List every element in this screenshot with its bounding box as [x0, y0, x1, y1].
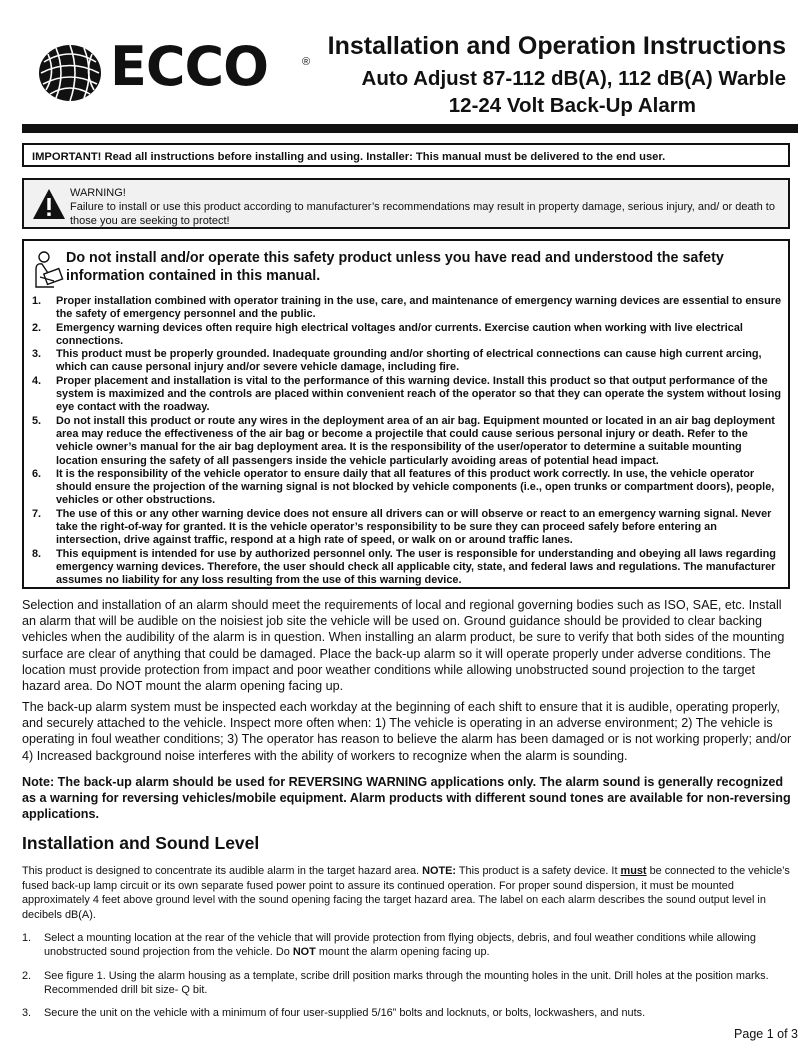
step-item — [22, 1006, 792, 1020]
steps-list — [22, 931, 792, 1020]
reading-person-icon — [30, 249, 64, 289]
safety-info-box — [22, 239, 790, 589]
item-number: 7. — [32, 507, 42, 520]
header-rule — [22, 124, 798, 133]
step-item — [22, 969, 792, 998]
safety-item — [32, 348, 784, 375]
warning-text: Failure to install or use this product according to manufacturer’s recommendations may result in property damage, serious injury, and/ or death to those you are seeking to protect! — [70, 201, 775, 227]
logo-wordmark: ECCO — [110, 35, 269, 98]
globe-icon — [36, 42, 104, 104]
item-number: 4. — [32, 374, 42, 387]
safety-item — [32, 415, 784, 468]
inspection-paragraph: The back-up alarm system must be inspected each workday at the beginning of each shift to ensure that it is audible, operating properly, and securely attached to the vehicle. Inspect more often when: 1) The vehicle is operating in an adverse environment; 2) The vehicle is operating in foul weather conditions; 3) The operator has reason to believe the alarm has been damaged or is not working properly; and/or 4) Increased background noise interferes with the ability of workers to recognize when the alarm is sounding. — [22, 700, 792, 763]
item-number: 2. — [32, 321, 42, 334]
intro-text: This product is a safety device. It — [456, 865, 621, 877]
important-notice: IMPORTANT! Read all instructions before installing and using. Installer: This manual must be delivered to the end user. — [22, 143, 790, 167]
intro-text: This product is designed to concentrate its audible alarm in the target hazard area. — [22, 865, 423, 877]
safety-list — [32, 295, 784, 588]
safety-item — [32, 468, 784, 508]
step-number: 1. — [22, 932, 32, 944]
item-text: This product must be properly grounded. Inadequate grounding and/or shorting of electrical connections can cause high current arcing, which can cause personal injury and/or severe vehicle damage, including fire. — [56, 348, 762, 374]
intro-text: be connected to the vehicle’s fused back-up lamp circuit or its own separate fused power point to assure its continued operation. For proper sound dispersion, it must be mounted approximately 4 feet above ground level with the sound opening facing the target hazard area. The label on each alarm describes the sound output level in decibels dB(A). — [22, 865, 790, 921]
item-text: Proper placement and installation is vital to the performance of this warning device. Install this product so that output performance of the system is maximized and the controls are placed within convenient reach of the operator so that they can operate the system without losing eye contact with the roadway. — [56, 374, 781, 414]
registered-mark: ® — [302, 56, 311, 68]
warning-text-block — [70, 186, 788, 228]
safety-item — [32, 375, 784, 415]
warning-box — [22, 178, 790, 229]
safety-item — [32, 508, 784, 548]
section-intro — [22, 864, 792, 922]
item-number: 8. — [32, 547, 42, 560]
step-number: 3. — [22, 1007, 32, 1020]
section-heading: Installation and Sound Level — [22, 833, 260, 853]
ecco-logo — [36, 35, 311, 104]
warning-triangle-icon — [32, 188, 66, 220]
item-number: 3. — [32, 348, 42, 361]
item-number: 5. — [32, 414, 42, 427]
step-text: See figure 1. Using the alarm housing as a template, scribe drill position marks through the mounting holes in the unit. Drill holes at the position marks. Recommended drill bit size- Q bit. — [44, 969, 769, 996]
item-text: The use of this or any other warning device does not ensure all drivers can or will observe or react to an emergency warning signal. Never take the right-of-way for granted. It is the vehicle operator’s responsibility to be sure they can proceed safely before entering an intersection, drive against traffic, respond at a high rate of speed, or walk on or around traffic lanes. — [56, 507, 772, 547]
selection-paragraph: Selection and installation of an alarm should meet the requirements of local and regional governing bodies such as ISO, SAE, etc. Install an alarm that will be audible on the noisiest job site the vehicle will be used on. Ground guidance should be provided to clear backing vehicles when the audibility of the alarm is in question. When installing an alarm product, be sure to verify that both sides of the mounting surface are clear of anything that could be damaged. Place the back-up alarm so it will operate properly under adverse conditions. The location must provide protection from impact and poor weather conditions while allowing unobstructed sound projection to the target hazard area. Do NOT mount the alarm opening facing up. — [22, 598, 785, 694]
note-paragraph: Note: The back-up alarm should be used for REVERSING WARNING applications only. The alarm sound is generally recognized as a warning for reversing vehicles/mobile equipment. Alarm products with different sound tones are available for non-reversing applications. — [22, 775, 791, 822]
page-number: Page 1 of 3 — [734, 1027, 798, 1041]
item-text: Do not install this product or route any wires in the deployment area of an air bag. Equipment mounted or located in an air bag deployment area may reduce the effectiveness of the air bag or become a projectile that could cause serious personal injury or death. Refer to the vehicle owner’s manual for the air bag deployment area. It is the responsibility of the user/operator to determine a suitable mounting location ensuring the safety of all passengers inside the vehicle particularly avoiding areas of potential head impact. — [56, 414, 775, 467]
step-number: 2. — [22, 969, 32, 982]
item-number: 1. — [32, 295, 42, 307]
product-subtitle-2: 12-24 Volt Back-Up Alarm — [448, 94, 696, 117]
step-text: mount the alarm opening facing up. — [315, 946, 490, 959]
item-text: This equipment is intended for use by authorized personnel only. The user is responsible for understanding and obeying all laws regarding emergency warning devices. Therefore, the user should check all applicable city, state, and federal laws and regulations. The manufacturer assumes no liability for any loss resulting from the use of this warning device. — [56, 547, 776, 587]
warning-title: WARNING! — [70, 187, 126, 199]
safety-item — [32, 322, 784, 349]
product-subtitle: Auto Adjust 87-112 dB(A), 112 dB(A) Warble — [361, 67, 786, 90]
safety-heading: Do not install and/or operate this safety product unless you have read and understood the safety information contained in this manual. — [66, 250, 724, 284]
step-emphasis: NOT — [292, 946, 316, 959]
item-text: Proper installation combined with operator training in the use, care, and maintenance of emergency warning devices are essential to ensure the safety of emergency personnel and the public. — [56, 295, 782, 321]
safety-item — [32, 548, 784, 588]
step-text: Secure the unit on the vehicle with a minimum of four user-supplied 5/16” bolts and locknuts, or bolts, lockwashers, and nuts. — [44, 1007, 646, 1020]
intro-note-label: NOTE: — [422, 865, 457, 877]
item-number: 6. — [32, 467, 42, 480]
item-text: It is the responsibility of the vehicle operator to ensure daily that all features of this product work correctly. In use, the vehicle operator should ensure the projection of the warning signal is not blocked by vehicle components (i.e., open trunks or compartment doors), people, vehicles or other obstructions. — [56, 467, 775, 507]
step-item — [22, 931, 792, 960]
intro-must: must — [620, 865, 647, 877]
item-text: Emergency warning devices often require high electrical voltages and/or currents. Exercise caution when working with live electrical connections. — [56, 321, 743, 347]
step-text: Select a mounting location at the rear of the vehicle that will provide protection from flying objects, debris, and foul weather conditions while allowing unobstructed sound projection from the vehicle. Do — [44, 932, 756, 959]
safety-item — [32, 295, 784, 322]
document-title: Installation and Operation Instructions — [327, 32, 786, 60]
